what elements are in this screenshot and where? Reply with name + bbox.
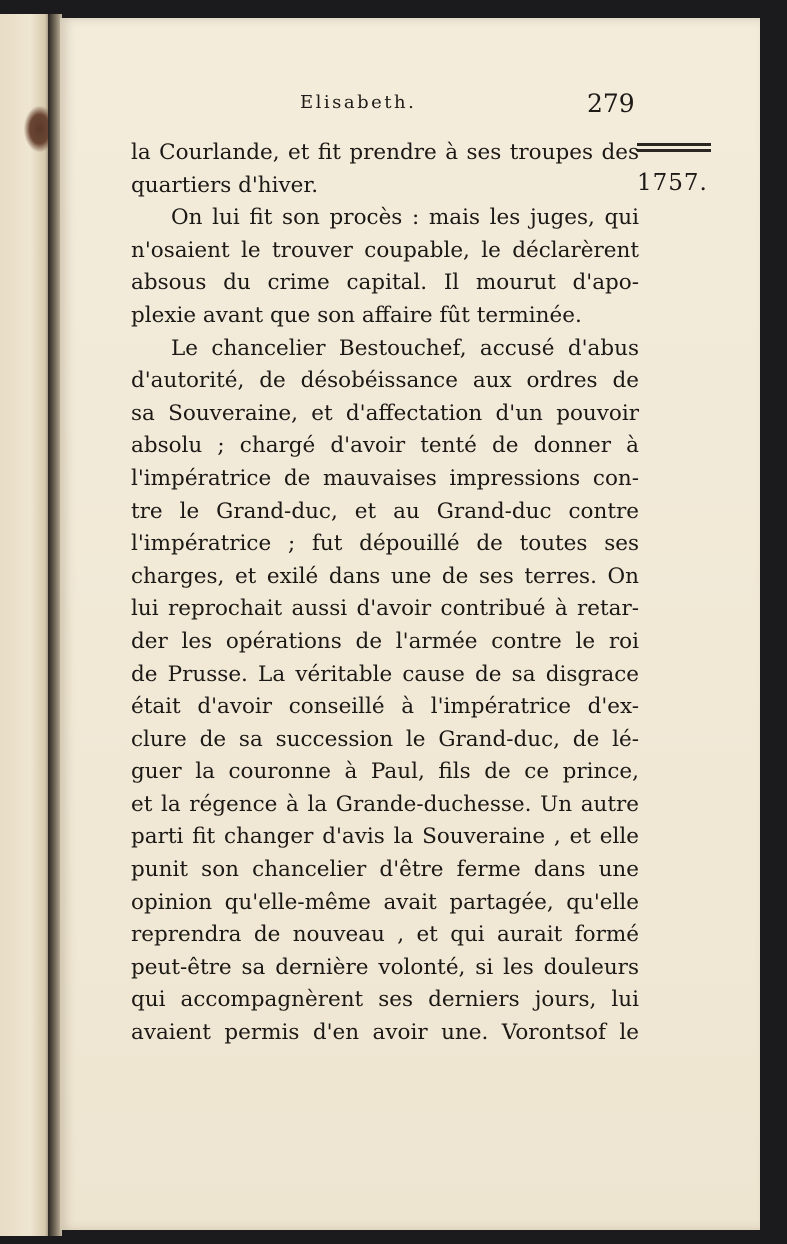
text-line: tre le Grand-duc, et au Grand-duc contre xyxy=(131,498,639,524)
text-line: sa Souveraine, et d'affectation d'un pouvoir xyxy=(131,400,639,426)
text-line: charges, et exilé dans une de ses terres. On xyxy=(131,563,639,589)
running-head: Elisabeth. xyxy=(300,92,417,113)
text-line: n'osaient le trouver coupable, le déclarèrent xyxy=(131,237,639,263)
margin-double-rule xyxy=(637,143,711,158)
text-line: de Prusse. La véritable cause de sa disgrace xyxy=(131,661,639,687)
text-line: peut-être sa dernière volonté, si les douleurs xyxy=(131,954,639,980)
text-line: opinion qu'elle-même avait partagée, qu'elle xyxy=(131,889,639,915)
text-line: et la régence à la Grande-duchesse. Un autre xyxy=(131,791,639,817)
text-line: quartiers d'hiver. xyxy=(131,172,319,198)
text-line: guer la couronne à Paul, fils de ce prince, xyxy=(131,759,639,785)
ink-blot-ornament xyxy=(24,106,50,152)
text-line: lui reprochait aussi d'avoir contribué à retar- xyxy=(131,596,639,622)
text-line: l'impératrice ; fut dépouillé de toutes ses xyxy=(131,531,639,557)
text-line: reprendra de nouveau , et qui aurait formé xyxy=(131,922,639,948)
text-line: la Courlande, et fit prendre à ses troupes des xyxy=(131,140,639,165)
body-text xyxy=(131,137,639,1050)
facing-page-edge xyxy=(0,14,50,1236)
text-line: d'autorité, de désobéissance aux ordres de xyxy=(131,368,639,394)
text-line: absous du crime capital. Il mourut d'apo- xyxy=(131,270,639,296)
text-line: avaient permis d'en avoir une. Vorontsof le xyxy=(131,1020,639,1046)
text-line: qui accompagnèrent ses derniers jours, lui xyxy=(131,987,639,1013)
margin-year-note: 1757. xyxy=(637,170,708,196)
text-line: punit son chancelier d'être ferme dans une xyxy=(131,857,639,883)
text-line: plexie avant que son affaire fût terminée. xyxy=(131,302,582,328)
text-line: parti fit changer d'avis la Souveraine , et elle xyxy=(131,824,639,850)
text-line: der les opérations de l'armée contre le roi xyxy=(131,628,639,654)
text-line: l'impératrice de mauvaises impressions con- xyxy=(131,465,639,491)
text-line: absolu ; chargé d'avoir tenté de donner à xyxy=(131,433,639,459)
text-line: était d'avoir conseillé à l'impératrice d'ex- xyxy=(131,694,639,720)
text-line: clure de sa succession le Grand-duc, de lé- xyxy=(131,726,639,752)
text-line: Le chancelier Bestouchef, accusé d'abus xyxy=(171,335,639,361)
page-number: 279 xyxy=(587,89,635,118)
text-line: On lui fit son procès : mais les juges, qui xyxy=(171,205,639,231)
